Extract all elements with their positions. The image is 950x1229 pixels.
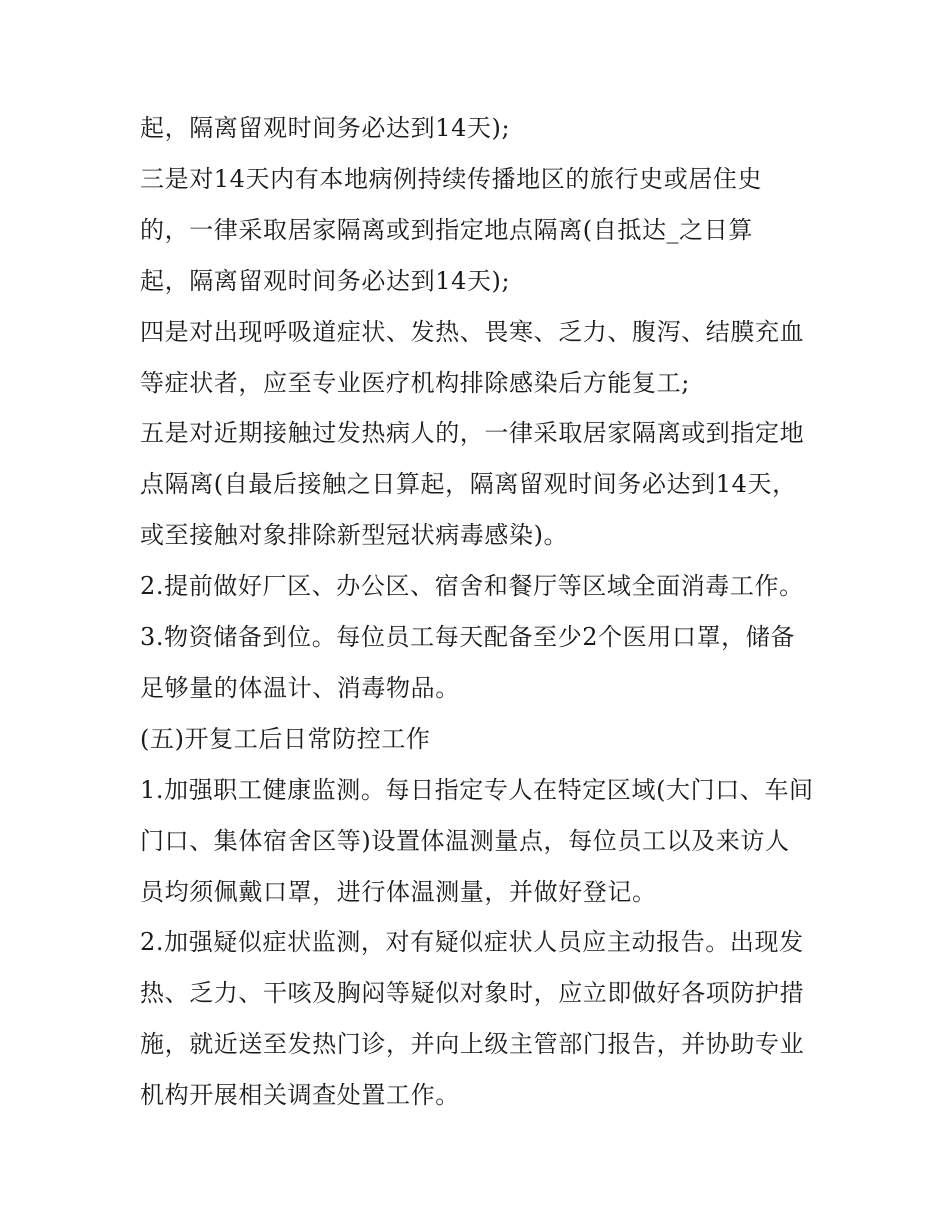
- text-line: 热、乏力、干咳及胸闷等疑似对象时，应立即做好各项防护措: [140, 979, 805, 1008]
- text-line: 的，一律采取居家隔离或到指定地点隔离(自抵达_之日算: [140, 215, 753, 244]
- section-heading: (五)开复工后日常防控工作: [140, 724, 431, 753]
- text-line: 或至接触对象排除新型冠状病毒感染)。: [140, 521, 569, 550]
- text-line: 机构开展相关调查处置工作。: [140, 1081, 460, 1110]
- text-line: 门口、集体宿舍区等)设置体温测量点，每位员工以及来访人: [140, 826, 790, 855]
- text-line: 员均须佩戴口罩，进行体温测量，并做好登记。: [140, 877, 657, 906]
- text-line: 起，隔离留观时间务必达到14天);: [140, 114, 511, 142]
- text-line: 1.加强职工健康监测。每日指定专人在特定区域(大门口、车间: [140, 775, 814, 804]
- text-line: 足够量的体温计、消毒物品。: [140, 673, 460, 702]
- text-line: 点隔离(自最后接触之日算起，隔离留观时间务必达到14天，: [140, 470, 797, 499]
- text-line: 四是对出现呼吸道症状、发热、畏寒、乏力、腹泻、结膜充血: [140, 317, 805, 346]
- text-line: 五是对近期接触过发热病人的，一律采取居家隔离或到指定地: [140, 419, 805, 448]
- text-line: 3.物资储备到位。每位员工每天配备至少2个医用口罩，储备: [140, 623, 795, 651]
- text-line: 2.提前做好厂区、办公区、宿舍和餐厅等区域全面消毒工作。: [140, 572, 804, 601]
- text-line: 2.加强疑似症状监测，对有疑似症状人员应主动报告。出现发: [140, 928, 804, 957]
- text-line: 起，隔离留观时间务必达到14天);: [140, 266, 511, 295]
- text-line: 三是对14天内有本地病例持续传播地区的旅行史或居住史: [140, 164, 763, 193]
- text-line: 施，就近送至发热门诊，并向上级主管部门报告，并协助专业: [140, 1030, 805, 1059]
- text-line: 等症状者，应至专业医疗机构排除感染后方能复工;: [140, 368, 690, 397]
